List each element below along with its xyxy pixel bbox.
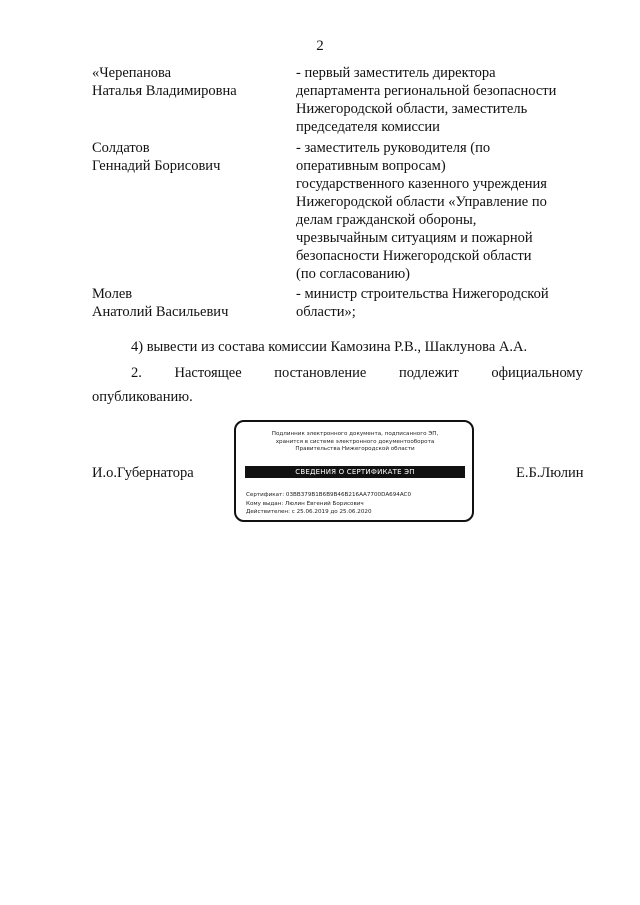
stamp-validity: Действителен: с 25.06.2019 до 25.06.2020 <box>246 509 372 515</box>
member-given-names: Геннадий Борисович <box>92 158 221 174</box>
role-line: - заместитель руководителя (по <box>296 140 491 156</box>
page-number: 2 <box>316 38 324 54</box>
stamp-header-line: Подлинник электронного документа, подписанного ЭП, <box>271 431 439 437</box>
stamp-header <box>244 431 466 454</box>
member-given-names: Анатолий Васильевич <box>92 304 229 320</box>
signer-title: И.о.Губернатора <box>92 465 194 481</box>
role-line: департамента региональной безопасности <box>296 83 557 99</box>
stamp-header-line: Правительства Нижегородской области <box>295 446 415 452</box>
e-signature-stamp <box>234 420 474 522</box>
member-surname: «Черепанова <box>92 65 172 81</box>
role-line: безопасности Нижегородской области <box>296 248 532 264</box>
signer-name: Е.Б.Люлин <box>516 465 584 481</box>
role-line: (по согласованию) <box>296 266 410 282</box>
role-line: оперативным вопросам) <box>296 158 446 174</box>
member-role <box>296 64 570 136</box>
member-role <box>296 139 570 283</box>
member-role <box>296 285 570 321</box>
member-surname: Солдатов <box>92 140 150 156</box>
role-line: Нижегородской области «Управление по <box>296 194 547 210</box>
member-name <box>92 64 282 100</box>
member-name <box>92 285 282 321</box>
item-4-paragraph: 4) вывести из состава комиссии Камозина Р.В., Шаклунова А.А. <box>131 339 528 355</box>
role-line: государственного казенного учреждения <box>296 176 547 192</box>
member-surname: Молев <box>92 286 133 302</box>
stamp-details <box>246 491 466 517</box>
member-name <box>92 139 282 175</box>
stamp-header-line: хранится в системе электронного документооборота <box>275 438 435 445</box>
role-line: - министр строительства Нижегородской <box>296 286 549 302</box>
role-line: председателя комиссии <box>296 119 440 135</box>
item-2-paragraph-line1: 2. Настоящее постановление подлежит официальному <box>131 365 583 381</box>
stamp-banner: СВЕДЕНИЯ О СЕРТИФИКАТЕ ЭП <box>245 466 465 478</box>
role-line: - первый заместитель директора <box>296 65 496 81</box>
stamp-issued-to: Кому выдан: Люлин Евгений Борисович <box>246 500 364 507</box>
item-2-paragraph-line2: опубликованию. <box>92 389 193 405</box>
role-line: делам гражданской обороны, <box>296 212 477 228</box>
role-line: чрезвычайным ситуациям и пожарной <box>296 230 533 246</box>
role-line: области»; <box>296 304 356 320</box>
role-line: Нижегородской области, заместитель <box>296 101 528 117</box>
member-given-names: Наталья Владимировна <box>92 83 237 99</box>
stamp-certificate: Сертификат: 03BB379B1B6B9B46B216AA7700DA694AC0 <box>246 492 412 498</box>
